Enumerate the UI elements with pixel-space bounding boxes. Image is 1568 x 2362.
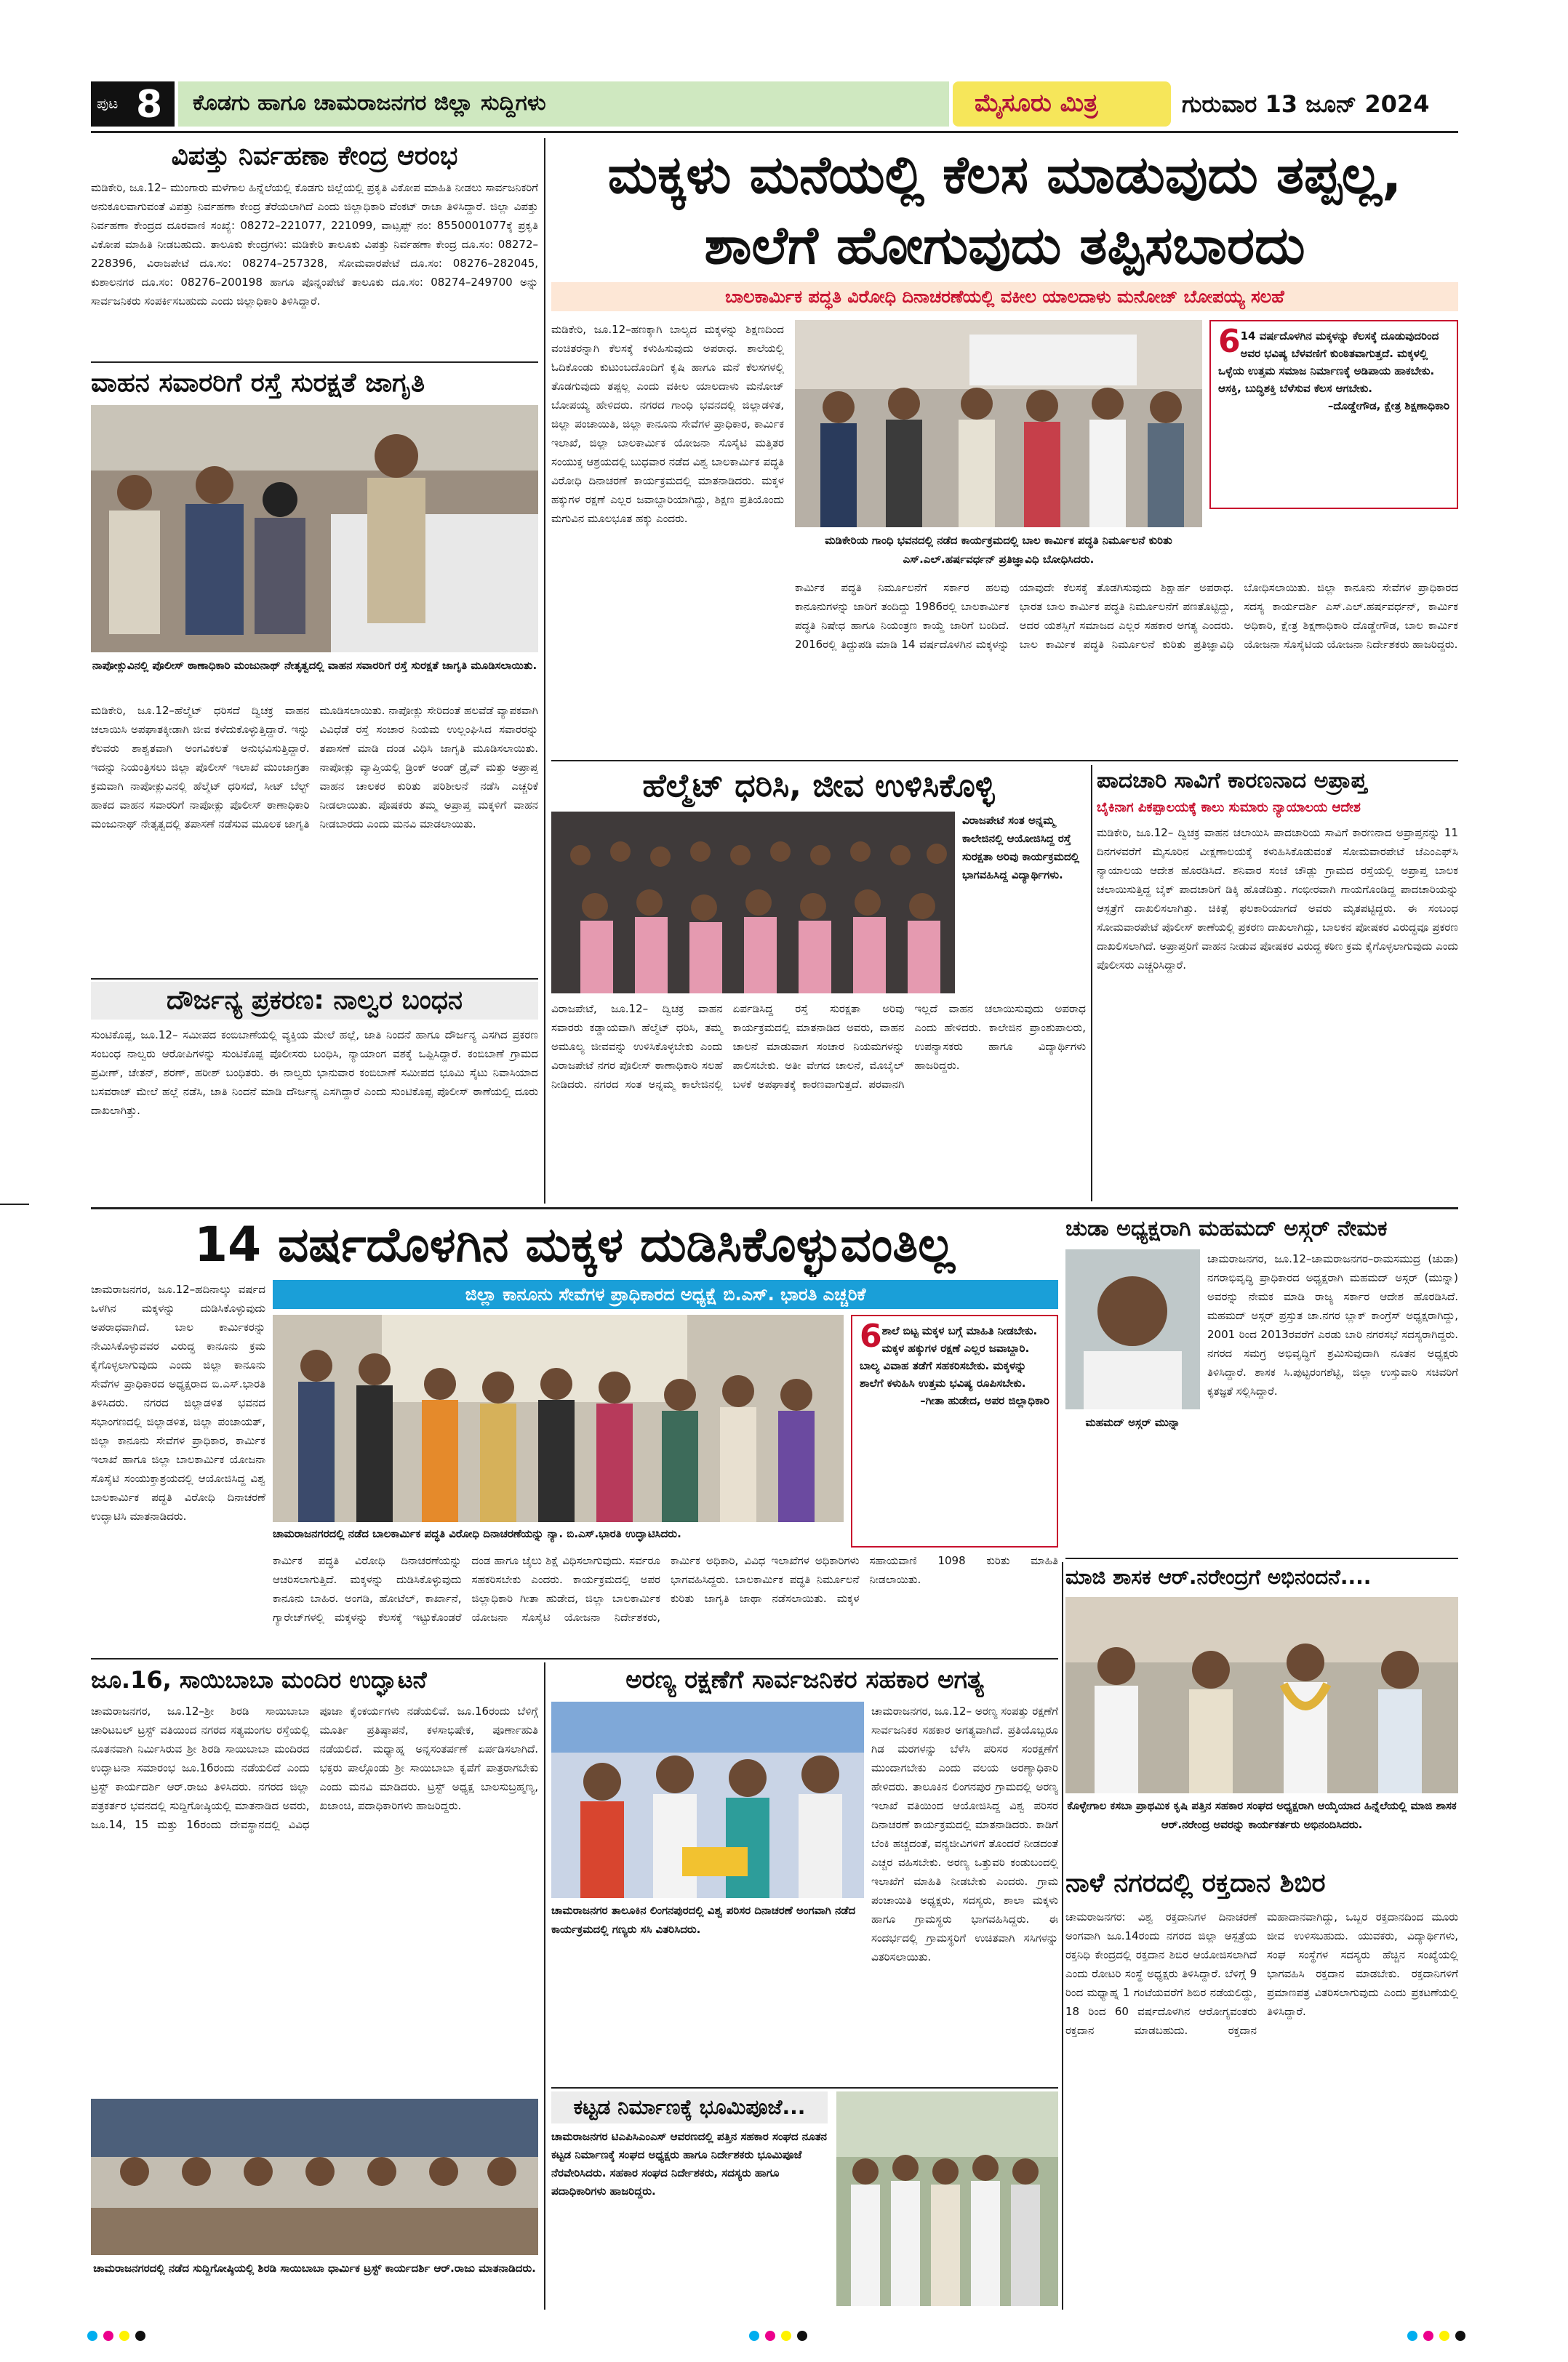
headline-disaster-centre: ವಿಪತ್ತು ನಿರ್ವಹಣಾ ಕೇಂದ್ರ ಆರಂಭ (171, 141, 458, 171)
quote-box-chamarajanagar (851, 1315, 1058, 1548)
press-meet-caption: ಚಾಮರಾಜನಗರದಲ್ಲಿ ನಡೆದ ಸುದ್ದಿಗೋಷ್ಠಿಯಲ್ಲಿ ಶಿರಡಿ ಸಾಯಿಬಾಬಾ ಧಾರ್ಮಿಕ ಟ್ರಸ್ಟ್ ಕಾರ್ಯದರ್ಶಿ ಆರ್.ರಾಜು ಮಾತನಾಡಿದರು. (93, 2262, 536, 2275)
black-dot (797, 2331, 807, 2341)
headline-saibaba-temple: ಜೂ.16, ಸಾಯಿಬಾಬಾ ಮಂದಿರ ಉದ್ಘಾಟನೆ (91, 1666, 427, 1694)
chamarajanagar-body: ಕಾರ್ಮಿಕ ಪದ್ಧತಿ ವಿರೋಧಿ ದಿನಾಚರಣೆಯನ್ನು ಆಚರಿಸಲಾಗುತ್ತಿದೆ. ಮಕ್ಕಳನ್ನು ದುಡಿಸಿಕೊಳ್ಳುವುದು ಕಾನೂನು ಬಾಹಿರ. ಅಂಗಡಿ, ಹೋಟೆಲ್, ಕಾರ್ಖಾನೆ, ಗ್ಯಾರೇಜ್‌ಗಳಲ್ಲಿ ಮಕ್ಕಳನ್ನು ಕೆಲಸಕ್ಕೆ ಇಟ್ಟುಕೊಂಡರೆ ದಂಡ ಹಾಗೂ ಜೈಲು ಶಿಕ್ಷೆ ವಿಧಿಸಲಾಗುವುದು. ಸರ್ವರೂ ಸಹಕರಿಸಬೇಕು ಎಂದರು. ಕಾರ್ಯಕ್ರಮದಲ್ಲಿ ಅಪರ ಜಿಲ್ಲಾಧಿಕಾರಿ ಗೀತಾ ಹುಡೇದ, ಜಿಲ್ಲಾ ಬಾಲಕಾರ್ಮಿಕ ಯೋಜನಾ ಸೊಸೈಟಿ ಯೋಜನಾ ನಿರ್ದೇಶಕರು, ಕಾರ್ಮಿಕ ಅಧಿಕಾರಿ, ವಿವಿಧ ಇಲಾಖೆಗಳ ಅಧಿಕಾರಿಗಳು ಭಾಗವಹಿಸಿದ್ದರು. ಬಾಲಕಾರ್ಮಿಕ ಪದ್ಧತಿ ನಿರ್ಮೂಲನೆ ಕುರಿತು ಜಾಗೃತಿ ಜಾಥಾ ನಡೆಸಲಾಯಿತು. ಮಕ್ಕಳ ಸಹಾಯವಾಣಿ 1098 ಕುರಿತು ಮಾಹಿತಿ ನೀಡಲಾಯಿತು. (273, 1554, 1058, 1624)
article-saibaba-temple (91, 1662, 538, 2310)
felicitation-caption: ಕೊಳ್ಳೇಗಾಲ ಕಸಬಾ ಪ್ರಾಥಮಿಕ ಕೃಷಿ ಪತ್ತಿನ ಸಹಕಾರ ಸಂಘದ ಅಧ್ಯಕ್ಷರಾಗಿ ಆಯ್ಕೆಯಾದ ಹಿನ್ನೆಲೆಯಲ್ಲಿ ಮಾಜಿ ಶಾಸಕ ಆರ್.ನರೇಂದ್ರ ಅವರನ್ನು ಕಾರ್ಯಕರ್ತರು ಅಭಿನಂದಿಸಿದರು. (1067, 1799, 1457, 1831)
divider (91, 361, 538, 363)
road-safety-photo-art (91, 405, 538, 652)
pedestrian-death-body: ಮಡಿಕೇರಿ, ಜೂ.12– ದ್ವಿಚಕ್ರ ವಾಹನ ಚಲಾಯಿಸಿ ಪಾದಚಾರಿಯ ಸಾವಿಗೆ ಕಾರಣನಾದ ಅಪ್ರಾಪ್ತನನ್ನು 11 ದಿನಗಳವರೆಗೆ ಮೈಸೂರಿನ ವೀಕ್ಷಣಾಲಯಕ್ಕೆ ಕಳುಹಿಸಿಕೊಡುವಂತೆ ಸೋಮವಾರಪೇಟೆ ಜೆಎಂಎಫ್‌ಸಿ ನ್ಯಾಯಾಲಯ ಆದೇಶ ಹೊರಡಿಸಿದೆ. ಶನಿವಾರ ಸಂಜೆ ಚೌಡ್ಲು ಗ್ರಾಮದ ರಸ್ತೆಯಲ್ಲಿ ಅಪ್ರಾಪ್ತ ಬಾಲಕ ಚಲಾಯಿಸುತ್ತಿದ್ದ ಬೈಕ್ ಪಾದಚಾರಿಗೆ ಡಿಕ್ಕಿ ಹೊಡೆದಿತ್ತು. ಗಂಭೀರವಾಗಿ ಗಾಯಗೊಂಡಿದ್ದ ಪಾದಚಾರಿಯನ್ನು ಆಸ್ಪತ್ರೆಗೆ ದಾಖಲಿಸಲಾಗಿತ್ತು. ಚಿಕಿತ್ಸೆ ಫಲಕಾರಿಯಾಗದೆ ಅವರು ಮೃತಪಟ್ಟಿದ್ದರು. ಈ ಸಂಬಂಧ ಸೋಮವಾರಪೇಟೆ ಪೊಲೀಸ್ ಠಾಣೆಯಲ್ಲಿ ಪ್ರಕರಣ ದಾಖಲಾಗಿದ್ದು, ಬಾಲಕನ ಪೋಷಕರ ವಿರುದ್ಧವೂ ಪ್ರಕರಣ ದಾಖಲಿಸಲಾಗಿದೆ. ಅಪ್ರಾಪ್ತರಿಗೆ ವಾಹನ ನೀಡುವ ಪೋಷಕರ ವಿರುದ್ಧ ಕಠಿಣ ಕ್ರಮ ಕೈಗೊಳ್ಳಲಾಗುವುದು ಎಂದು ಪೊಲೀಸರು ಎಚ್ಚರಿಸಿದ್ದಾರೆ. (1097, 826, 1458, 972)
column-rule (1091, 765, 1092, 1201)
article-narendra-felicitation (1065, 1562, 1458, 1860)
quote-mark-icon: 6 (1218, 323, 1241, 360)
headline-groundbreaking: ಕಟ್ಟಡ ನಿರ್ಮಾಣಕ್ಕೆ ಭೂಮಿಪೂಜೆ... (551, 2091, 828, 2123)
child-labour-subtitle-bar (551, 282, 1458, 311)
headline-helmet: ಹೆಲ್ಮೆಟ್ ಧರಿಸಿ, ಜೀವ ಉಳಿಸಿಕೊಳ್ಳಿ (642, 767, 995, 804)
headline-atrocity-arrest: ದೌರ್ಜನ್ಯ ಪ್ರಕರಣ: ನಾಲ್ವರ ಬಂಧನ (91, 982, 538, 1020)
atrocity-arrest-body: ಸುಂಟಿಕೊಪ್ಪ, ಜೂ.12– ಸಮೀಪದ ಕಂಬಿಬಾಣೆಯಲ್ಲಿ ವ್ಯಕ್ತಿಯ ಮೇಲೆ ಹಲ್ಲೆ, ಜಾತಿ ನಿಂದನೆ ಹಾಗೂ ದೌರ್ಜನ್ಯ ಎಸಗಿದ ಪ್ರಕರಣ ಸಂಬಂಧ ನಾಲ್ವರು ಆರೋಪಿಗಳನ್ನು ಸುಂಟಿಕೊಪ್ಪ ಪೊಲೀಸರು ಬಂಧಿಸಿ, ನ್ಯಾಯಾಂಗ ವಶಕ್ಕೆ ಒಪ್ಪಿಸಿದ್ದಾರೆ. ಕಂಬಿಬಾಣೆ ಗ್ರಾಮದ ಪ್ರವೀಣ್, ಚೇತನ್, ಶರಣ್, ಹರೀಶ್ ಬಂಧಿತರು. ಈ ನಾಲ್ವರು ಭಾನುವಾರ ಕಂಬಿಬಾಣೆ ಸಮೀಪದ ಭೂಮಿ ಸೈಟು ನಿವಾಸಿಯಾದ ಬಸವರಾಜ್ ಮೇಲೆ ಹಲ್ಲೆ ನಡೆಸಿ, ಜಾತಿ ನಿಂದನೆ ಮಾಡಿ ದೌರ್ಜನ್ಯ ಎಸಗಿದ್ದಾರೆ ಎಂದು ಸುಂಟಿಕೊಪ್ಪ ಪೊಲೀಸ್ ಠಾಣೆಯಲ್ಲಿ ದೂರು ದಾಖಲಾಗಿತ್ತು. (91, 1028, 538, 1117)
cyan-dot (749, 2331, 759, 2341)
page-word: ಪುಟ (97, 95, 119, 112)
press-meet-photo (91, 2099, 538, 2255)
road-safety-caption: ನಾಪೋಕ್ಲುವಿನಲ್ಲಿ ಪೊಲೀಸ್ ಠಾಣಾಧಿಕಾರಿ ಮಂಜುನಾಥ್ ನೇತೃತ್ವದಲ್ಲಿ ವಾಹನ ಸವಾರರಿಗೆ ರಸ್ತೆ ಸುರಕ್ಷತೆ ಜಾಗೃತಿ ಮೂಡಿಸಲಾಯಿತು. (92, 659, 537, 672)
child-labour-lead: ಮಡಿಕೇರಿ, ಜೂ.12–ಹಣಕ್ಕಾಗಿ ಬಾಲ್ಯದ ಮಕ್ಕಳನ್ನು ಶಿಕ್ಷಣದಿಂದ ವಂಚಿತರನ್ನಾಗಿ ಕೆಲಸಕ್ಕೆ ಕಳುಹಿಸುವುದು ಅಪರಾಧ. ಶಾಲೆಯಲ್ಲಿ ಓದಿಕೊಂಡು ಕುಟುಂಬದೊಂದಿಗೆ ಕೃಷಿ ಹಾಗೂ ಮನೆ ಕೆಲಸಗಳಲ್ಲಿ ತೊಡಗುವುದು ತಪ್ಪಲ್ಲ ಎಂದು ವಕೀಲ ಯಾಲದಾಳು ಮನೋಜ್ ಬೋಪಯ್ಯ ಹೇಳಿದರು. ನಗರದ ಗಾಂಧಿ ಭವನದಲ್ಲಿ ಜಿಲ್ಲಾಡಳಿತ, ಜಿಲ್ಲಾ ಪಂಚಾಯಿತಿ, ಜಿಲ್ಲಾ ಕಾನೂನು ಸೇವೆಗಳ ಪ್ರಾಧಿಕಾರ, ಕಾರ್ಮಿಕ ಇಲಾಖೆ, ಜಿಲ್ಲಾ ಬಾಲಕಾರ್ಮಿಕ ಯೋಜನಾ ಸೊಸೈಟಿ ಮತ್ತಿತರ ಸಂಯುಕ್ತ ಆಶ್ರಯದಲ್ಲಿ ಬುಧವಾರ ನಡೆದ ವಿಶ್ವ ಬಾಲಕಾರ್ಮಿಕ ಪದ್ಧತಿ ವಿರೋಧಿ ದಿನಾಚರಣೆ ಕಾರ್ಯಕ್ರಮದಲ್ಲಿ ಮಾತನಾಡಿದರು. ಮಕ್ಕಳ ಹಕ್ಕುಗಳ ರಕ್ಷಣೆ ಎಲ್ಲರ ಜವಾಬ್ದಾರಿಯಾಗಿದ್ದು, ಶಿಕ್ಷಣ ಪ್ರತಿಯೊಂದು ಮಗುವಿನ ಮೂಲಭೂತ ಹಕ್ಕು ಎಂದರು. (551, 323, 784, 525)
article-forest-protection (551, 1662, 1058, 2084)
article-blood-donation (1065, 1865, 1458, 2309)
section-rule (91, 1658, 1058, 1660)
headline-chuda-president: ಚುಡಾ ಅಧ್ಯಕ್ಷರಾಗಿ ಮಹಮದ್ ಅಸ್ಗರ್ ನೇಮಕ (1065, 1216, 1388, 1241)
magenta-dot (103, 2331, 113, 2341)
groundbreaking-photo-art (836, 2091, 1058, 2306)
quote-box-madikeri (1209, 320, 1458, 509)
students-photo-art (551, 812, 955, 993)
issue-date: ಗುರುವಾರ 13 ಜೂನ್ 2024 (1182, 90, 1430, 118)
black-dot (135, 2331, 145, 2341)
quote-mark-icon: 6 (860, 1318, 882, 1355)
article-road-safety (91, 365, 538, 976)
header-rule (91, 131, 1458, 133)
blood-donation-body: ಚಾಮರಾಜನಗರ: ವಿಶ್ವ ರಕ್ತದಾನಿಗಳ ದಿನಾಚರಣೆ ಅಂಗವಾಗಿ ಜೂ.14ರಂದು ನಗರದ ಜಿಲ್ಲಾ ಆಸ್ಪತ್ರೆಯ ರಕ್ತನಿಧಿ ಕೇಂದ್ರದಲ್ಲಿ ರಕ್ತದಾನ ಶಿಬಿರ ಆಯೋಜಿಸಲಾಗಿದೆ ಎಂದು ರೋಟರಿ ಸಂಸ್ಥೆ ಅಧ್ಯಕ್ಷರು ತಿಳಿಸಿದ್ದಾರೆ. ಬೆಳಿಗ್ಗೆ 9 ರಿಂದ ಮಧ್ಯಾಹ್ನ 1 ಗಂಟೆಯವರೆಗೆ ಶಿಬಿರ ನಡೆಯಲಿದ್ದು, 18 ರಿಂದ 60 ವರ್ಷದೊಳಗಿನ ಆರೋಗ್ಯವಂತರು ರಕ್ತದಾನ ಮಾಡಬಹುದು. ರಕ್ತದಾನ ಮಹಾದಾನವಾಗಿದ್ದು, ಒಬ್ಬರ ರಕ್ತದಾನದಿಂದ ಮೂರು ಜೀವ ಉಳಿಸಬಹುದು. ಯುವಕರು, ವಿದ್ಯಾರ್ಥಿಗಳು, ಸಂಘ ಸಂಸ್ಥೆಗಳ ಸದಸ್ಯರು ಹೆಚ್ಚಿನ ಸಂಖ್ಯೆಯಲ್ಲಿ ಭಾಗವಹಿಸಿ ರಕ್ತದಾನ ಮಾಡಬೇಕು. ರಕ್ತದಾನಿಗಳಿಗೆ ಪ್ರಮಾಣಪತ್ರ ವಿತರಿಸಲಾಗುವುದು ಎಂದು ಪ್ರಕಟಣೆಯಲ್ಲಿ ತಿಳಿಸಿದ್ದಾರೆ. (1065, 1910, 1458, 2037)
divider (551, 2087, 1058, 2089)
margin-tick (0, 1204, 29, 1205)
quote-author-chamarajanagar: –ಗೀತಾ ಹುಡೇದ, ಅಪರ ಜಿಲ್ಲಾಧಿಕಾರಿ (920, 1394, 1049, 1407)
quote-author-madikeri: –ದೊಡ್ಡೇಗೌಡ, ಕ್ಷೇತ್ರ ಶಿಕ್ಷಣಾಧಿಕಾರಿ (1327, 399, 1449, 412)
headline-forest-protection: ಅರಣ್ಯ ರಕ್ಷಣೆಗೆ ಸಾರ್ವಜನಿಕರ ಸಹಕಾರ ಅಗತ್ಯ (625, 1665, 984, 1694)
pledge-photo-caption: ಮಡಿಕೇರಿಯ ಗಾಂಧಿ ಭವನದಲ್ಲಿ ನಡೆದ ಕಾರ್ಯಕ್ರಮದಲ್ಲಿ ಬಾಲ ಕಾರ್ಮಿಕ ಪದ್ಧತಿ ನಿರ್ಮೂಲನೆ ಕುರಿತು ಎಸ್.ಎಲ್.ಹರ್ಷವರ್ಧನ್ ಪ್ರತಿಜ್ಞಾವಿಧಿ ಬೋಧಿಸಿದರು. (825, 534, 1172, 566)
road-safety-photo (91, 405, 538, 652)
forest-body: ಚಾಮರಾಜನಗರ, ಜೂ.12– ಅರಣ್ಯ ಸಂಪತ್ತು ರಕ್ಷಣೆಗೆ ಸಾರ್ವಜನಿಕರ ಸಹಕಾರ ಅಗತ್ಯವಾಗಿದೆ. ಪ್ರತಿಯೊಬ್ಬರೂ ಗಿಡ ಮರಗಳನ್ನು ಬೆಳೆಸಿ ಪರಿಸರ ಸಂರಕ್ಷಣೆಗೆ ಮುಂದಾಗಬೇಕು ಎಂದು ವಲಯ ಅರಣ್ಯಾಧಿಕಾರಿ ಹೇಳಿದರು. ತಾಲೂಕಿನ ಲಿಂಗನಪುರ ಗ್ರಾಮದಲ್ಲಿ ಅರಣ್ಯ ಇಲಾಖೆ ವತಿಯಿಂದ ಆಯೋಜಿಸಿದ್ದ ವಿಶ್ವ ಪರಿಸರ ದಿನಾಚರಣೆ ಕಾರ್ಯಕ್ರಮದಲ್ಲಿ ಮಾತನಾಡಿದರು. ಕಾಡಿಗೆ ಬೆಂಕಿ ಹಚ್ಚದಂತೆ, ವನ್ಯಜೀವಿಗಳಿಗೆ ತೊಂದರೆ ನೀಡದಂತೆ ಎಚ್ಚರ ವಹಿಸಬೇಕು. ಅರಣ್ಯ ಒತ್ತುವರಿ ಕಂಡುಬಂದಲ್ಲಿ ಇಲಾಖೆಗೆ ಮಾಹಿತಿ ನೀಡಬೇಕು ಎಂದರು. ಗ್ರಾಮ ಪಂಚಾಯಿತಿ ಅಧ್ಯಕ್ಷರು, ಸದಸ್ಯರು, ಶಾಲಾ ಮಕ್ಕಳು ಹಾಗೂ ಗ್ರಾಮಸ್ಥರು ಭಾಗವಹಿಸಿದ್ದರು. ಈ ಸಂದರ್ಭದಲ್ಲಿ ಗ್ರಾಮಸ್ಥರಿಗೆ ಉಚಿತವಾಗಿ ಸಸಿಗಳನ್ನು ವಿತರಿಸಲಾಯಿತು. (871, 1705, 1058, 1963)
page-header (91, 79, 1458, 129)
helmet-body: ವಿರಾಜಪೇಟೆ, ಜೂ.12– ದ್ವಿಚಕ್ರ ವಾಹನ ಸವಾರರು ಕಡ್ಡಾಯವಾಗಿ ಹೆಲ್ಮೆಟ್ ಧರಿಸಿ, ತಮ್ಮ ಅಮೂಲ್ಯ ಜೀವವನ್ನು ಉಳಿಸಿಕೊಳ್ಳಬೇಕು ಎಂದು ವಿರಾಜಪೇಟೆ ನಗರ ಪೊಲೀಸ್ ಠಾಣಾಧಿಕಾರಿ ಸಲಹೆ ನೀಡಿದರು. ನಗರದ ಸಂತ ಅನ್ನಮ್ಮ ಕಾಲೇಜಿನಲ್ಲಿ ಏರ್ಪಡಿಸಿದ್ದ ರಸ್ತೆ ಸುರಕ್ಷತಾ ಅರಿವು ಕಾರ್ಯಕ್ರಮದಲ್ಲಿ ಮಾತನಾಡಿದ ಅವರು, ವಾಹನ ಚಾಲನೆ ಮಾಡುವಾಗ ಸಂಚಾರ ನಿಯಮಗಳನ್ನು ಪಾಲಿಸಬೇಕು. ಅತೀ ವೇಗದ ಚಾಲನೆ, ಮೊಬೈಲ್ ಬಳಕೆ ಅಪಘಾತಕ್ಕೆ ಕಾರಣವಾಗುತ್ತದೆ. ಪರವಾನಗಿ ಇಲ್ಲದೆ ವಾಹನ ಚಲಾಯಿಸುವುದು ಅಪರಾಧ ಎಂದು ಹೇಳಿದರು. ಕಾಲೇಜಿನ ಪ್ರಾಂಶುಪಾಲರು, ಉಪನ್ಯಾಸಕರು ಹಾಗೂ ವಿದ್ಯಾರ್ಥಿಗಳು ಹಾಜರಿದ್ದರು. (551, 1002, 1086, 1091)
article-helmet (551, 765, 1086, 1201)
sapling-distribution-photo-art (551, 1702, 864, 1898)
section-title: ಕೊಡಗು ಹಾಗೂ ಚಾಮರಾಜನಗರ ಜಿಲ್ಲಾ ಸುದ್ದಿಗಳು (193, 90, 546, 116)
section-rule (91, 1207, 1458, 1209)
students-photo (551, 812, 955, 993)
chamarajanagar-event-caption: ಚಾಮರಾಜನಗರದಲ್ಲಿ ನಡೆದ ಬಾಲಕಾರ್ಮಿಕ ಪದ್ಧತಿ ವಿರೋಧಿ ದಿನಾಚರಣೆಯನ್ನು ನ್ಯಾ. ಬಿ.ಎಸ್.ಭಾರತಿ ಉದ್ಘಾಟಿಸಿದರು. (273, 1527, 681, 1540)
cyan-dot (1407, 2331, 1417, 2341)
yellow-dot (781, 2331, 791, 2341)
article-groundbreaking (551, 2091, 1058, 2310)
page-number: 8 (136, 83, 163, 127)
chuda-body: ಚಾಮರಾಜನಗರ, ಜೂ.12–ಚಾಮರಾಜನಗರ–ರಾಮಸಮುದ್ರ (ಚುಡಾ) ನಗರಾಭಿವೃದ್ಧಿ ಪ್ರಾಧಿಕಾರದ ಅಧ್ಯಕ್ಷರಾಗಿ ಮಹಮದ್ ಅಸ್ಗರ್ (ಮುನ್ನಾ) ಅವರನ್ನು ನೇಮಕ ಮಾಡಿ ರಾಜ್ಯ ಸರ್ಕಾರ ಆದೇಶ ಹೊರಡಿಸಿದೆ. ಮಹಮದ್ ಅಸ್ಗರ್ ಪ್ರಸ್ತುತ ಚಾ.ನಗರ ಬ್ಲಾಕ್ ಕಾಂಗ್ರೆಸ್ ಅಧ್ಯಕ್ಷರಾಗಿದ್ದು, 2001 ರಿಂದ 2013ರವರೆಗೆ ಎರಡು ಬಾರಿ ನಗರಸಭೆ ಸದಸ್ಯರಾಗಿದ್ದರು. ನಗರದ ಸಮಗ್ರ ಅಭಿವೃದ್ಧಿಗೆ ಶ್ರಮಿಸುವುದಾಗಿ ನೂತನ ಅಧ್ಯಕ್ಷರು ತಿಳಿಸಿದ್ದಾರೆ. ಶಾಸಕ ಸಿ.ಪುಟ್ಟರಂಗಶೆಟ್ಟಿ, ಜಿಲ್ಲಾ ಉಸ್ತುವಾರಿ ಸಚಿವರಿಗೆ ಕೃತಜ್ಞತೆ ಸಲ್ಲಿಸಿದ್ದಾರೆ. (1207, 1252, 1458, 1398)
column-rule (544, 138, 545, 1204)
article-pedestrian-death (1097, 765, 1458, 1201)
quote-text-chamarajanagar: ಶಾಲೆ ಬಿಟ್ಟ ಮಕ್ಕಳ ಬಗ್ಗೆ ಮಾಹಿತಿ ನೀಡಬೇಕು. ಮಕ್ಕಳ ಹಕ್ಕುಗಳ ರಕ್ಷಣೆ ಎಲ್ಲರ ಜವಾಬ್ದಾರಿ. ಬಾಲ್ಯ ವಿವಾಹ ತಡೆಗೆ ಸಹಕರಿಸಬೇಕು. ಮಕ್ಕಳನ್ನು ಶಾಲೆಗೆ ಕಳುಹಿಸಿ ಉತ್ತಮ ಭವಿಷ್ಯ ರೂಪಿಸಬೇಕು. (860, 1324, 1038, 1390)
magenta-dot (765, 2331, 775, 2341)
students-side-caption: ವಿರಾಜಪೇಟೆ ಸಂತ ಅನ್ನಮ್ಮ ಕಾಲೇಜಿನಲ್ಲಿ ಆಯೋಜಿಸಿದ್ದ ರಸ್ತೆ ಸುರಕ್ಷತಾ ಅರಿವು ಕಾರ್ಯಕ್ರಮದಲ್ಲಿ ಭಾಗವಹಿಸಿದ್ದ ವಿದ್ಯಾರ್ಥಿಗಳು. (962, 814, 1080, 881)
sapling-distribution-photo (551, 1702, 864, 1898)
headline-child-labour-line2: ಶಾಲೆಗೆ ಹೋಗುವುದು ತಪ್ಪಿಸಬಾರದು (704, 215, 1305, 276)
divider (91, 978, 538, 980)
cyan-dot (87, 2331, 97, 2341)
quote-text-madikeri: 14 ವರ್ಷದೊಳಗಿನ ಮಕ್ಕಳನ್ನು ಕೆಲಸಕ್ಕೆ ದೂಡುವುದರಿಂದ ಅವರ ಭವಿಷ್ಯ ಬೆಳವಣಿಗೆ ಕುಂಠಿತವಾಗುತ್ತದೆ. ಮಕ್ಕಳಲ್ಲಿ ಒಳ್ಳೆಯ ಉತ್ತಮ ಸಮಾಜ ನಿರ್ಮಾಣಕ್ಕೆ ಅಡಿಪಾಯ ಹಾಕಬೇಕು. ಆಸಕ್ತಿ, ಬುದ್ಧಿಶಕ್ತಿ ಬೆಳೆಸುವ ಕೆಲಸ ಆಗಬೇಕು. (1218, 329, 1439, 395)
chamarajanagar-lead: ಚಾಮರಾಜನಗರ, ಜೂ.12–ಹದಿನಾಲ್ಕು ವರ್ಷದ ಒಳಗಿನ ಮಕ್ಕಳನ್ನು ದುಡಿಸಿಕೊಳ್ಳುವುದು ಅಪರಾಧವಾಗಿದೆ. ಬಾಲ ಕಾರ್ಮಿಕರನ್ನು ನೇಮಿಸಿಕೊಳ್ಳುವವರ ವಿರುದ್ಧ ಕಾನೂನು ಕ್ರಮ ಕೈಗೊಳ್ಳಲಾಗುವುದು ಎಂದು ಜಿಲ್ಲಾ ಕಾನೂನು ಸೇವೆಗಳ ಪ್ರಾಧಿಕಾರದ ಅಧ್ಯಕ್ಷರಾದ ಬಿ.ಎಸ್.ಭಾರತಿ ತಿಳಿಸಿದರು. ನಗರದ ಜಿಲ್ಲಾಡಳಿತ ಭವನದ ಸಭಾಂಗಣದಲ್ಲಿ ಜಿಲ್ಲಾಡಳಿತ, ಜಿಲ್ಲಾ ಪಂಚಾಯತ್, ಜಿಲ್ಲಾ ಕಾನೂನು ಸೇವೆಗಳ ಪ್ರಾಧಿಕಾರ, ಕಾರ್ಮಿಕ ಇಲಾಖೆ ಹಾಗೂ ಜಿಲ್ಲಾ ಬಾಲಕಾರ್ಮಿಕ ಯೋಜನಾ ಸೊಸೈಟಿ ಸಂಯುಕ್ತಾಶ್ರಯದಲ್ಲಿ ಆಯೋಜಿಸಿದ್ದ ವಿಶ್ವ ಬಾಲಕಾರ್ಮಿಕ ಪದ್ಧತಿ ವಿರೋಧಿ ದಿನಾಚರಣೆ ಉದ್ಘಾಟಿಸಿ ಮಾತನಾಡಿದರು. (91, 1283, 265, 1523)
chamarajanagar-event-photo-art (273, 1315, 844, 1522)
headline-chamarajanagar-child-labour: 14 ವರ್ಷದೊಳಗಿನ ಮಕ್ಕಳ ದುಡಿಸಿಕೊಳ್ಳುವಂತಿಲ್ಲ (194, 1217, 955, 1273)
felicitation-photo (1065, 1597, 1458, 1793)
child-labour-banner (273, 1280, 1058, 1309)
article-atrocity-arrest (91, 982, 538, 1204)
portrait-caption: ಮಹಮದ್ ಅಸ್ಗರ್ ಮುನ್ನಾ (1085, 1416, 1180, 1429)
masthead-box (953, 81, 1171, 127)
divider (551, 760, 1458, 761)
headline-blood-donation: ನಾಳೆ ನಗರದಲ್ಲಿ ರಕ್ತದಾನ ಶಿಬಿರ (1065, 1868, 1326, 1898)
headline-narendra-felicitation: ಮಾಜಿ ಶಾಸಕ ಆರ್.ನರೇಂದ್ರಗೆ ಅಭಿನಂದನೆ.... (1065, 1565, 1372, 1589)
page-number-badge (91, 81, 175, 127)
column-rule (544, 1662, 545, 2310)
disaster-centre-body: ಮಡಿಕೇರಿ, ಜೂ.12– ಮುಂಗಾರು ಮಳೆಗಾಲ ಹಿನ್ನೆಲೆಯಲ್ಲಿ ಕೊಡಗು ಜಿಲ್ಲೆಯಲ್ಲಿ ಪ್ರಕೃತಿ ವಿಕೋಪ ಮಾಹಿತಿ ನೀಡಲು ಸಾರ್ವಜನಿಕರಿಗೆ ಅನುಕೂಲವಾಗುವಂತೆ ವಿಪತ್ತು ನಿರ್ವಹಣಾ ಕೇಂದ್ರ ತೆರೆಯಲಾಗಿದೆ ಎಂದು ಜಿಲ್ಲಾಧಿಕಾರಿ ವೆಂಕಟ್ ರಾಜಾ ತಿಳಿಸಿದ್ದಾರೆ. ಜಿಲ್ಲಾ ವಿಪತ್ತು ನಿರ್ವಹಣಾ ಕೇಂದ್ರದ ದೂರವಾಣಿ ಸಂಖ್ಯೆ: 08272–221077, 221099, ವಾಟ್ಸಪ್ಪ್ ನಂ: 8550001077ಕ್ಕೆ ಪ್ರಕೃತಿ ವಿಕೋಪ ಮಾಹಿತಿ ನೀಡಬಹುದು. ತಾಲೂಕು ಕೇಂದ್ರಗಳು: ಮಡಿಕೇರಿ ತಾಲೂಕು ವಿಪತ್ತು ನಿರ್ವಹಣಾ ಕೇಂದ್ರ ದೂ.ಸಂ: 08272–228396, ವಿರಾಜಪೇಟೆ ದೂ.ಸಂ: 08274–257328, ಸೋಮವಾರಪೇಟೆ ದೂ.ಸಂ: 08276–282045, ಕುಶಾಲನಗರ ದೂ.ಸಂ: 08276–200198 ಹಾಗೂ ಪೊನ್ನಂಪೇಟೆ ತಾಲೂಕು ದೂ.ಸಂ: 08274–249700 ಅನ್ನು ಸಾರ್ವಜನಿಕರು ಸಂಪರ್ಕಿಸಬಹುದು ಎಂದು ಜಿಲ್ಲಾಧಿಕಾರಿ ತಿಳಿಸಿದ್ದಾರೆ. (91, 181, 538, 308)
pledge-photo-art (795, 320, 1202, 527)
press-meet-photo-art (91, 2099, 538, 2255)
article-disaster-centre (91, 138, 538, 360)
road-safety-body: ಮಡಿಕೇರಿ, ಜೂ.12–ಹೆಲ್ಮೆಟ್ ಧರಿಸದೆ ದ್ವಿಚಕ್ರ ವಾಹನ ಚಲಾಯಿಸಿ ಅಪಘಾತಕ್ಕೀಡಾಗಿ ಜೀವ ಕಳೆದುಕೊಳ್ಳುತ್ತಿದ್ದಾರೆ. ಇನ್ನು ಕೆಲವರು ಶಾಶ್ವತವಾಗಿ ಅಂಗವಿಕಲತೆ ಅನುಭವಿಸುತ್ತಿದ್ದಾರೆ. ಇದನ್ನು ನಿಯಂತ್ರಿಸಲು ಜಿಲ್ಲಾ ಪೊಲೀಸ್ ಇಲಾಖೆ ಮುಂಜಾಗ್ರತಾ ಕ್ರಮವಾಗಿ ನಾಪೋಕ್ಲುವಿನಲ್ಲಿ ಹೆಲ್ಮೆಟ್ ಧರಿಸದೆ, ಸೀಟ್ ಬೆಲ್ಟ್ ಹಾಕದ ವಾಹನ ಸವಾರರಿಗೆ ನಾಪೋಕ್ಲು ಪೊಲೀಸ್ ಠಾಣಾಧಿಕಾರಿ ಮಂಜುನಾಥ್ ನೇತೃತ್ವದಲ್ಲಿ ತಪಾಸಣೆ ನಡೆಸುವ ಮೂಲಕ ಜಾಗೃತಿ ಮೂಡಿಸಲಾಯಿತು. ನಾಪೋಕ್ಲು ಸೇರಿದಂತೆ ಹಲವೆಡೆ ವ್ಯಾಪಕವಾಗಿ ವಿವಿಧೆಡೆ ರಸ್ತೆ ಸಂಚಾರ ನಿಯಮ ಉಲ್ಲಂಘಿಸಿದ ಸವಾರರನ್ನು ತಪಾಸಣೆ ಮಾಡಿ ದಂಡ ವಿಧಿಸಿ ಜಾಗೃತಿ ಮೂಡಿಸಲಾಯಿತು. ನಾಪೋಕ್ಲು ವ್ಯಾಪ್ತಿಯಲ್ಲಿ ಡ್ರಿಂಕ್ ಅಂಡ್ ಡ್ರೈವ್ ಮತ್ತು ಅಪ್ರಾಪ್ತ ವಾಹನ ಚಾಲಕರ ಕುರಿತು ಪರಿಶೀಲನೆ ನಡೆಸಿ ಎಚ್ಚರಿಕೆ ನೀಡಲಾಯಿತು. ಪೊಷಕರು ತಮ್ಮ ಅಪ್ರಾಪ್ತ ಮಕ್ಕಳಿಗೆ ವಾಹನ ನೀಡಬಾರದು ಎಂದು ಮನವಿ ಮಾಡಲಾಯಿತು. (91, 704, 538, 830)
portrait-photo (1065, 1249, 1200, 1409)
sapling-caption: ಚಾಮರಾಜನಗರ ತಾಲೂಕಿನ ಲಿಂಗನಪುರದಲ್ಲಿ ವಿಶ್ವ ಪರಿಸರ ದಿನಾಚರಣೆ ಅಂಗವಾಗಿ ನಡೆದ ಕಾರ್ಯಕ್ರಮದಲ್ಲಿ ಗಣ್ಯರು ಸಸಿ ವಿತರಿಸಿದರು. (551, 1904, 856, 1936)
article-chuda-president (1065, 1213, 1458, 1555)
chamarajanagar-event-photo (273, 1315, 844, 1522)
child-labour-subtitle: ಬಾಲಕಾರ್ಮಿಕ ಪದ್ಧತಿ ವಿರೋಧಿ ದಿನಾಚರಣೆಯಲ್ಲಿ ವಕೀಲ ಯಾಲದಾಳು ಮನೋಜ್ ಬೋಪಯ್ಯ ಸಲಹೆ (725, 287, 1284, 307)
portrait-photo-art (1065, 1249, 1200, 1409)
child-labour-body: ಕಾರ್ಮಿಕ ಪದ್ಧತಿ ನಿರ್ಮೂಲನೆಗೆ ಸರ್ಕಾರ ಹಲವು ಕಾನೂನುಗಳನ್ನು ಜಾರಿಗೆ ತಂದಿದ್ದು 1986ರಲ್ಲಿ ಬಾಲಕಾರ್ಮಿಕ ಪದ್ಧತಿ ನಿಷೇಧ ಹಾಗೂ ನಿಯಂತ್ರಣ ಕಾಯ್ದೆ ಜಾರಿಗೆ ಬಂದಿದೆ. 2016ರಲ್ಲಿ ತಿದ್ದುಪಡಿ ಮಾಡಿ 14 ವರ್ಷದೊಳಗಿನ ಮಕ್ಕಳನ್ನು ಯಾವುದೇ ಕೆಲಸಕ್ಕೆ ತೊಡಗಿಸುವುದು ಶಿಕ್ಷಾರ್ಹ ಅಪರಾಧ. ಭಾರತ ಬಾಲ ಕಾರ್ಮಿಕ ಪದ್ಧತಿ ನಿರ್ಮೂಲನೆಗೆ ಪಣತೊಟ್ಟಿದ್ದು, ಅದರ ಯಶಸ್ಸಿಗೆ ಸಮಾಜದ ಎಲ್ಲರ ಸಹಕಾರ ಅಗತ್ಯ ಎಂದರು. ಬಾಲ ಕಾರ್ಮಿಕ ಪದ್ಧತಿ ನಿರ್ಮೂಲನೆ ಕುರಿತು ಪ್ರತಿಜ್ಞಾವಿಧಿ ಬೋಧಿಸಲಾಯಿತು. ಜಿಲ್ಲಾ ಕಾನೂನು ಸೇವೆಗಳ ಪ್ರಾಧಿಕಾರದ ಸದಸ್ಯ ಕಾರ್ಯದರ್ಶಿ ಎಸ್.ಎಲ್.ಹರ್ಷವರ್ಧನ್, ಕಾರ್ಮಿಕ ಅಧಿಕಾರಿ, ಕ್ಷೇತ್ರ ಶಿಕ್ಷಣಾಧಿಕಾರಿ ದೊಡ್ಡೇಗೌಡ, ಬಾಲ ಕಾರ್ಮಿಕ ಯೋಜನಾ ಸೊಸೈಟಿಯ ಯೋಜನಾ ನಿರ್ದೇಶಕರು ಹಾಜರಿದ್ದರು. (795, 581, 1458, 651)
groundbreaking-photo (836, 2091, 1058, 2306)
yellow-dot (1439, 2331, 1449, 2341)
felicitation-photo-art (1065, 1597, 1458, 1793)
headline-pedestrian-death: ಪಾದಚಾರಿ ಸಾವಿಗೆ ಕಾರಣನಾದ ಅಪ್ರಾಪ್ತ (1097, 768, 1367, 793)
divider (1065, 1558, 1458, 1559)
groundbreaking-caption: ಚಾಮರಾಜನಗರ ಟಿಎಪಿಸಿಎಂಎಸ್ ಆವರಣದಲ್ಲಿ ಪತ್ತಿನ ಸಹಕಾರ ಸಂಘದ ನೂತನ ಕಟ್ಟಡ ನಿರ್ಮಾಣಕ್ಕೆ ಸಂಘದ ಅಧ್ಯಕ್ಷರು ಹಾಗೂ ನಿರ್ದೇಶಕರು ಭೂಮಿಪೂಜೆ ನೆರವೇರಿಸಿದರು. ಸಹಕಾರ ಸಂಘದ ನಿರ್ದೇಶಕರು, ಸದಸ್ಯರು ಹಾಗೂ ಪದಾಧಿಕಾರಿಗಳು ಹಾಜರಿದ್ದರು. (551, 2130, 827, 2198)
headline-road-safety: ವಾಹನ ಸವಾರರಿಗೆ ರಸ್ತೆ ಸುರಕ್ಷತೆ ಜಾಗೃತಿ (91, 368, 425, 398)
child-labour-banner-text: ಜಿಲ್ಲಾ ಕಾನೂನು ಸೇವೆಗಳ ಪ್ರಾಧಿಕಾರದ ಅಧ್ಯಕ್ಷೆ ಬಿ.ಎಸ್. ಭಾರತಿ ಎಚ್ಚರಿಕೆ (465, 1284, 866, 1305)
yellow-dot (119, 2331, 129, 2341)
article-child-labour-chamarajanagar (91, 1213, 1058, 1653)
saibaba-body: ಚಾಮರಾಜನಗರ, ಜೂ.12–ಶ್ರೀ ಶಿರಡಿ ಸಾಯಿಬಾಬಾ ಚಾರಿಟಬಲ್ ಟ್ರಸ್ಟ್ ವತಿಯಿಂದ ನಗರದ ಸತ್ಯಮಂಗಲ ರಸ್ತೆಯಲ್ಲಿ ನೂತನವಾಗಿ ನಿರ್ಮಿಸಿರುವ ಶ್ರೀ ಶಿರಡಿ ಸಾಯಿಬಾಬಾ ಮಂದಿರದ ಉದ್ಘಾಟನಾ ಸಮಾರಂಭ ಜೂ.16ರಂದು ನಡೆಯಲಿದೆ ಎಂದು ಟ್ರಸ್ಟ್ ಕಾರ್ಯದರ್ಶಿ ಆರ್.ರಾಜು ತಿಳಿಸಿದರು. ನಗರದ ಜಿಲ್ಲಾ ಪತ್ರಕರ್ತರ ಭವನದಲ್ಲಿ ಸುದ್ದಿಗೋಷ್ಠಿಯಲ್ಲಿ ಮಾತನಾಡಿದ ಅವರು, ಜೂ.14, 15 ಮತ್ತು 16ರಂದು ದೇವಸ್ಥಾನದಲ್ಲಿ ವಿವಿಧ ಪೂಜಾ ಕೈಂಕರ್ಯಗಳು ನಡೆಯಲಿವೆ. ಜೂ.16ರಂದು ಬೆಳಿಗ್ಗೆ ಮೂರ್ತಿ ಪ್ರತಿಷ್ಠಾಪನೆ, ಕಳಸಾಭಿಷೇಕ, ಪೂರ್ಣಾಹುತಿ ನಡೆಯಲಿದೆ. ಮಧ್ಯಾಹ್ನ ಅನ್ನಸಂತರ್ಪಣೆ ಏರ್ಪಡಿಸಲಾಗಿದೆ. ಭಕ್ತರು ಪಾಲ್ಗೊಂಡು ಶ್ರೀ ಸಾಯಿಬಾಬಾ ಕೃಪೆಗೆ ಪಾತ್ರರಾಗಬೇಕು ಎಂದು ಮನವಿ ಮಾಡಿದರು. ಟ್ರಸ್ಟ್ ಅಧ್ಯಕ್ಷ ಬಾಲಸುಬ್ರಹ್ಮಣ್ಯ, ಖಜಾಂಚಿ, ಪದಾಧಿಕಾರಿಗಳು ಹಾಜರಿದ್ದರು. (91, 1705, 538, 1831)
subtitle-pedestrian-death: ಬೈಕಿನಾಗ ಪಿಕಪ್ಪಾಲಯಕ್ಕೆ ಕಾಲು ಸುಮಾರು ನ್ಯಾಯಾಲಯ ಆದೇಶ (1097, 800, 1361, 815)
pledge-photo (795, 320, 1202, 527)
section-bar (178, 81, 949, 127)
black-dot (1455, 2331, 1465, 2341)
column-rule (1062, 1562, 1063, 2310)
headline-child-labour-line1: ಮಕ್ಕಳು ಮನೆಯಲ್ಲಿ ಕೆಲಸ ಮಾಡುವುದು ತಪ್ಪಲ್ಲ, (607, 144, 1402, 205)
paper-name: ಮೈಸೂರು ಮಿತ್ರ (975, 89, 1098, 118)
article-child-labour-madikeri (551, 138, 1458, 756)
magenta-dot (1423, 2331, 1433, 2341)
